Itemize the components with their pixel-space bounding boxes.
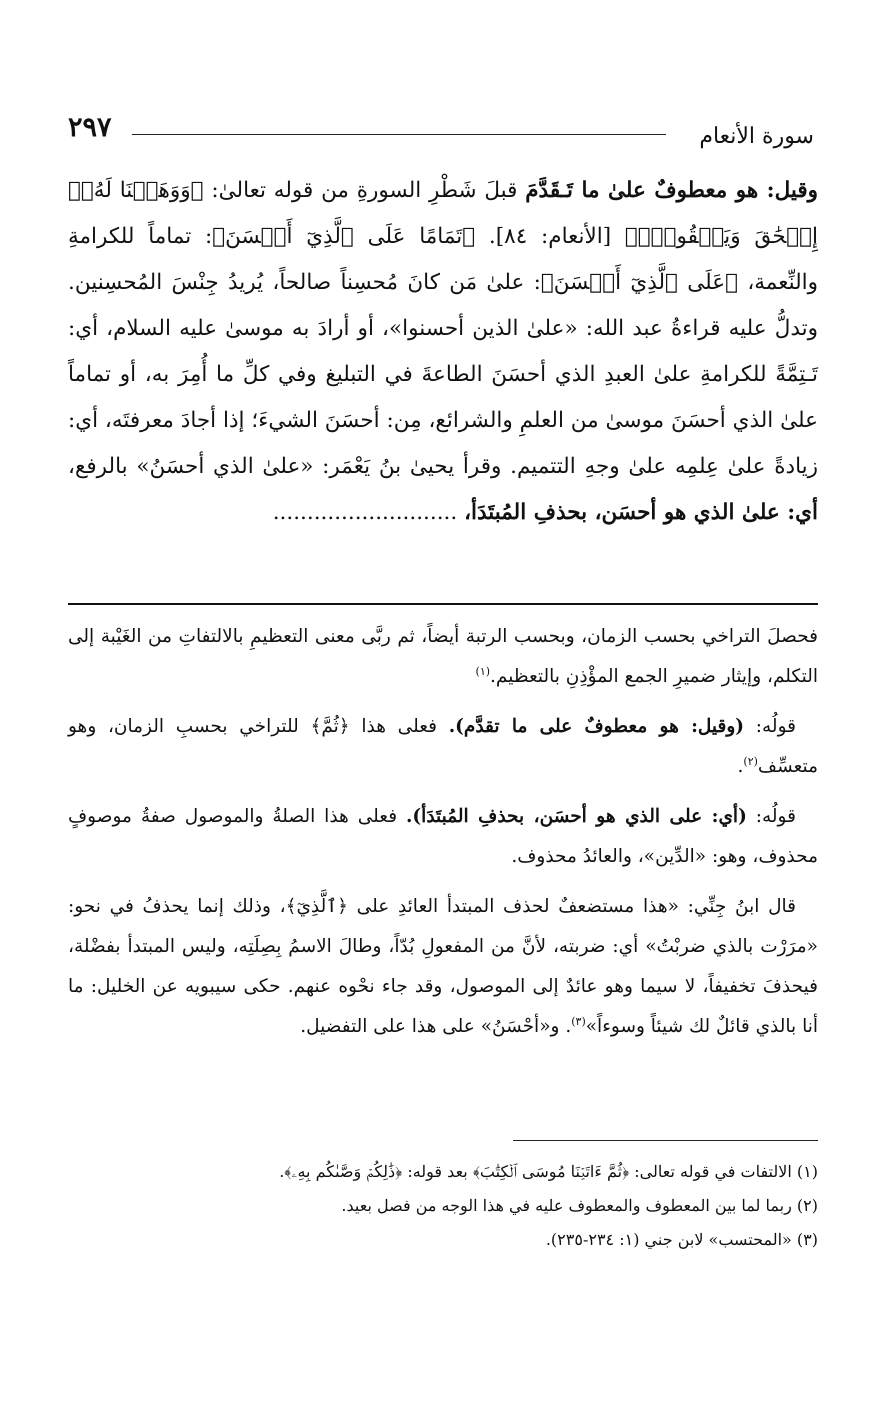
footnote-3: (٣) «المحتسب» لابن جني (١: ٢٣٤-٢٣٥). <box>545 1230 818 1249</box>
header-rule <box>132 134 666 135</box>
surah-title: سورة الأنعام <box>699 124 814 149</box>
main-paragraph <box>68 168 818 536</box>
commentary-lead-3: قولُه: <box>755 806 796 827</box>
page-header <box>68 112 814 156</box>
main-dots: ........................... <box>272 500 458 525</box>
commentary-paragraph-3 <box>68 797 818 877</box>
main-bold-closing: أي: علىٰ الذي هو أحسَن، بحذفِ المُبتَدَأ، <box>464 500 818 525</box>
page-number: ٢٩٧ <box>68 112 112 143</box>
footnote-separator <box>513 1140 818 1141</box>
main-bold-opening: وقيل: هو معطوفٌ علىٰ ما تَـقَدَّمَ <box>525 178 818 203</box>
commentary-body-2: فعلى هذا ﴿ثُمَّ﴾ للتراخي بحسبِ الزمان، وهو متعسِّف <box>68 716 818 777</box>
main-text <box>68 168 818 536</box>
commentary-quote-3: (أي: على الذي هو أحسَن، بحذفِ المُبتَدَأ). <box>405 806 747 827</box>
commentary <box>68 617 818 1057</box>
footnote-1: (١) الالتفات في قوله تعالى: ﴿ثُمَّ ءَاتَيۡنَا مُوسَى ٱلۡكِتَٰبَ﴾ بعد قوله: ﴿ذَٰلِكُمۡ وَصَّىٰكُم بِهِۦ﴾. <box>279 1162 818 1181</box>
commentary-end-2: . <box>737 756 744 777</box>
commentary-body-3: فعلى هذا الصلةُ والموصول صفةُ موصوفٍ محذوف، وهو: «الدِّين»، والعائدُ محذوف. <box>68 806 818 867</box>
commentary-quote-2: (وقيل: هو معطوفٌ على ما تقدَّم). <box>448 716 745 737</box>
commentary-body-4: قال ابنُ جِنِّي: «هذا مستضعفٌ لحذف المبتدأ العائدِ على ﴿ٱلَّذِيٓ﴾، وذلك إنما يحذفُ في نحو: «مرَرْت بالذي ضربْتُ» أي: ضربته، لأنَّ من المفعولِ بُدّاً، وطالَ الاسمُ بِصِلَتِه، وليس المبتدأ بفضْلة، فيحذفَ تخفيفاً، لا سيما وهو عائدٌ إلى الموصول، وقد جاء نحْوه عنهم. حكى سيبويه عن الخليل: ما أنا بالذي قائلٌ لك شيئاً وسوءاً» <box>68 896 818 1037</box>
commentary-lead-2: قولُه: <box>755 716 796 737</box>
footnote-ref-3: (٣) <box>571 1014 586 1028</box>
footnote-ref-1: (١) <box>475 664 491 678</box>
footnotes <box>68 1155 818 1257</box>
commentary-paragraph-1-text: فحصلَ التراخي بحسب الزمان، وبحسب الرتبة أيضاً، ثم ربَّى معنى التعظيمِ بالالتفاتِ من الغَيْبة إلى التكلم، وإيثار ضميرِ الجمع المؤْذِنِ بالتعظيم. <box>68 626 818 687</box>
text-divider <box>68 603 818 605</box>
footnote-ref-2: (٢) <box>743 754 758 768</box>
main-body: قبلَ شَطْرِ السورةِ من قوله تعالىٰ: ﴿وَوَهَبۡنَا لَهُۥٓ إِسۡحَٰقَ وَيَعۡقُوبَۚ﴾ [الأنعام: ٨٤]. ﴿تَمَامًا عَلَى ٱلَّذِيٓ أَحۡسَنَ﴾: تماماً للكرامةِ والنِّعمة، ﴿عَلَى ٱلَّذِيٓ أَحۡسَنَ﴾: علىٰ مَن كانَ مُحسِناً صالحاً، يُريدُ جِنْسَ المُحسِنين. وتدلُّ عليه قراءةُ عبد الله: «علىٰ الذين أحسنوا»، أو أرادَ به موسىٰ عليه السلام، أي: تَـتِمَّةً للكرامةِ علىٰ العبدِ الذي أحسَنَ الطاعةَ في التبليغ وفي كلِّ ما أُمِرَ به، أو تماماً علىٰ الذي أحسَنَ موسىٰ من العلمِ والشرائع، مِن: أحسَنَ الشيءَ؛ إذا أجادَ معرفتَه، أي: زيادةً علىٰ عِلمِه علىٰ وجهِ التتميم. وقرأ يحيىٰ بنُ يَعْمَر: «علىٰ الذي أحسَنُ» بالرفع، <box>68 178 818 479</box>
commentary-end-4: . و«أحْسَنُ» على هذا على التفضيل. <box>300 1016 572 1037</box>
commentary-paragraph-1 <box>68 617 818 697</box>
commentary-paragraph-4 <box>68 887 818 1047</box>
commentary-paragraph-2 <box>68 707 818 787</box>
footnote-2: (٢) ربما لما بين المعطوف والمعطوف عليه في هذا الوجه من فصل بعيد. <box>341 1196 818 1215</box>
